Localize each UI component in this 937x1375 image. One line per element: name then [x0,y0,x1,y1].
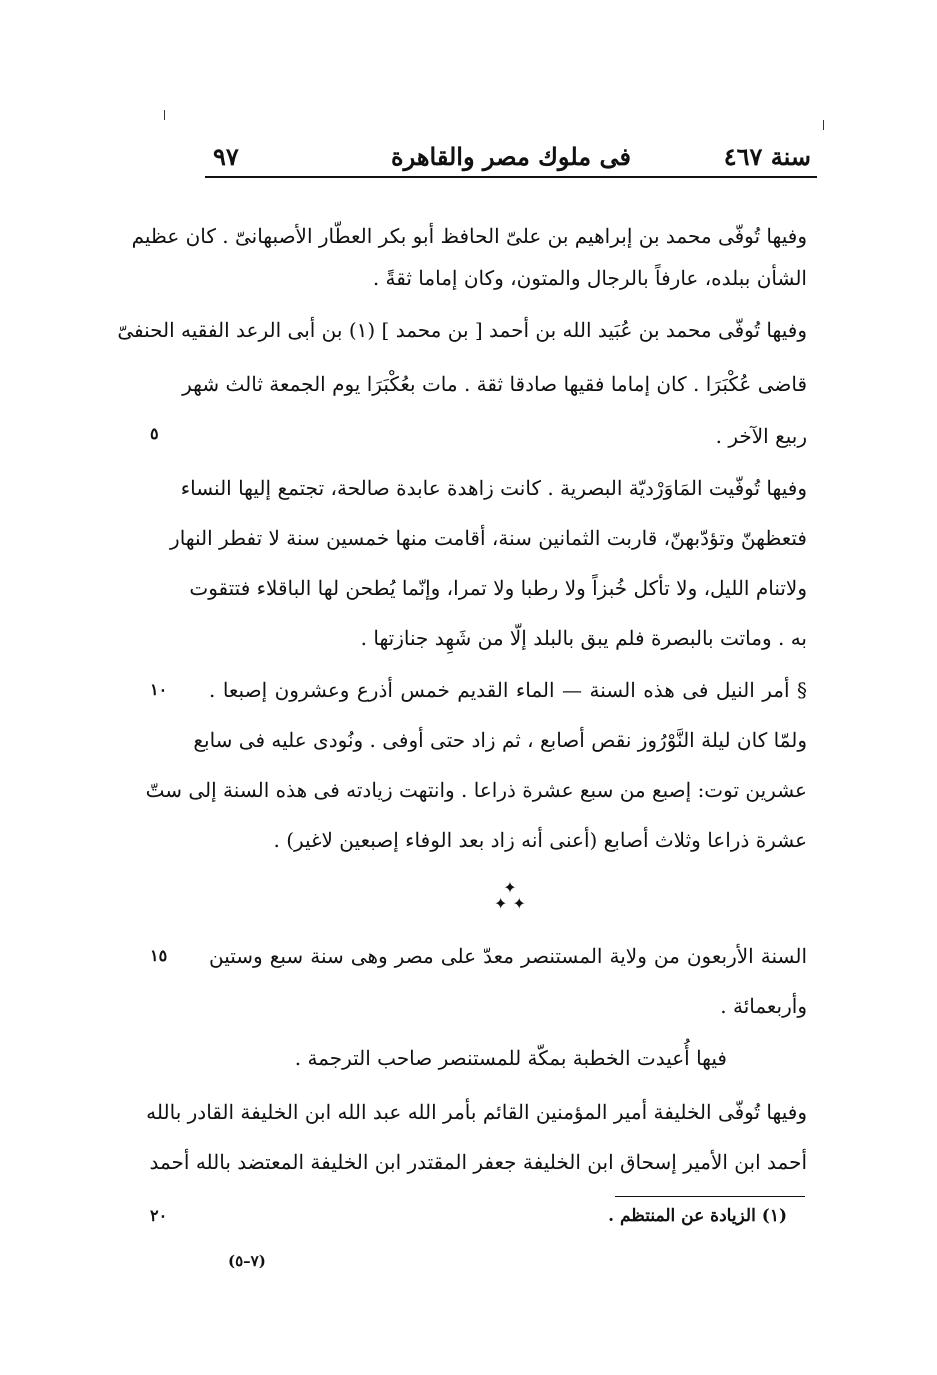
running-header [205,140,817,178]
text-line: ولمّا كان ليلة النَّوْرُوز نقص أصابع ، ثم زاد حتى أوفى . ونُودى عليه فى سابع [193,728,807,752]
text-line: أحمد ابن الأمير إسحاق ابن الخليفة جعفر المقتدر ابن الخليفة المعتضد بالله أحمد [149,1150,807,1174]
text-line: عشرة ذراعا وثلاث أصابع (أعنى أنه زاد بعد الوفاء إصبعين لاغير) . [273,828,807,852]
line-number: ٢٠ [150,1206,168,1225]
line-number: ٥ [150,424,159,443]
footnote: (١) الزيادة عن المنتظم . [608,1206,787,1226]
scan-mark [164,110,165,120]
text-line: وفيها تُوفّيت المَاوَرْديّة البصرية . كانت زاهدة عابدة صالحة، تجتمع إليها النساء [180,476,807,500]
signature-mark: (٧–٥) [228,1252,266,1270]
text-line: الشأن ببلده، عارفاً بالرجال والمتون، وكان إماما ثقةً . [372,266,807,290]
page-number: ٩٧ [213,142,239,171]
text-line: عشرين توت: إصبع من سبع عشرة ذراعا . وانتهت زيادته فى هذه السنة إلى ستّ [145,778,807,802]
line-number: ١٥ [150,946,168,965]
section-heading: السنة الأربعون من ولاية المستنصر معدّ على مصر وهى سنة سبع وستين [209,944,807,968]
text-line: ربيع الآخر . [715,424,807,448]
text-line: به . وماتت بالبصرة فلم يبق بالبلد إلّا من شَهِد جنازتها . [360,626,807,650]
footnote-rule [615,1196,805,1197]
text-line: فتعظهنّ وتؤدّبهنّ، قاربت الثمانين سنة، أقامت منها خمسين سنة لا تفطر النهار [170,526,807,550]
header-year: سنة ٤٦٧ [723,142,811,171]
text-line: وفيها تُوفّى محمد بن عُبَيد الله بن أحمد [ بن محمد ] (١) بن أبى الرعد الفقيه الحنفىّ [117,318,807,342]
line-number: ١٠ [150,680,168,699]
text-line: فيها أُعيدت الخطبة بمكّة للمستنصر صاحب الترجمة . [294,1046,727,1070]
text-line: وفيها تُوفّى الخليفة أمير المؤمنين القائم بأمر الله عبد الله ابن الخليفة القادر بالله [146,1100,807,1124]
text-line: § أمر النيل فى هذه السنة — الماء القديم خمس أذرع وعشرون إصبعا . [209,678,807,702]
text-line: وأربعمائة . [720,994,807,1018]
section-ornament: ✦ ✦ ✦ [494,878,526,913]
text-line: وفيها تُوفّى محمد بن إبراهيم بن علىّ الحافظ أبو بكر العطّار الأصبهانىّ . كان عظيم [131,224,807,248]
text-line: ولاتنام الليل، ولا تأكل خُبزاً ولا رطبا ولا تمرا، وإنّما يُطحن لها الباقلاء فتتقوت [189,576,807,600]
text-line: قاضى عُكْبَرَا . كان إماما فقيها صادقا ثقة . مات بعُكْبَرَا يوم الجمعة ثالث شهر [182,372,807,396]
header-title: فى ملوك مصر والقاهرة [391,142,631,171]
scan-mark [823,120,824,130]
